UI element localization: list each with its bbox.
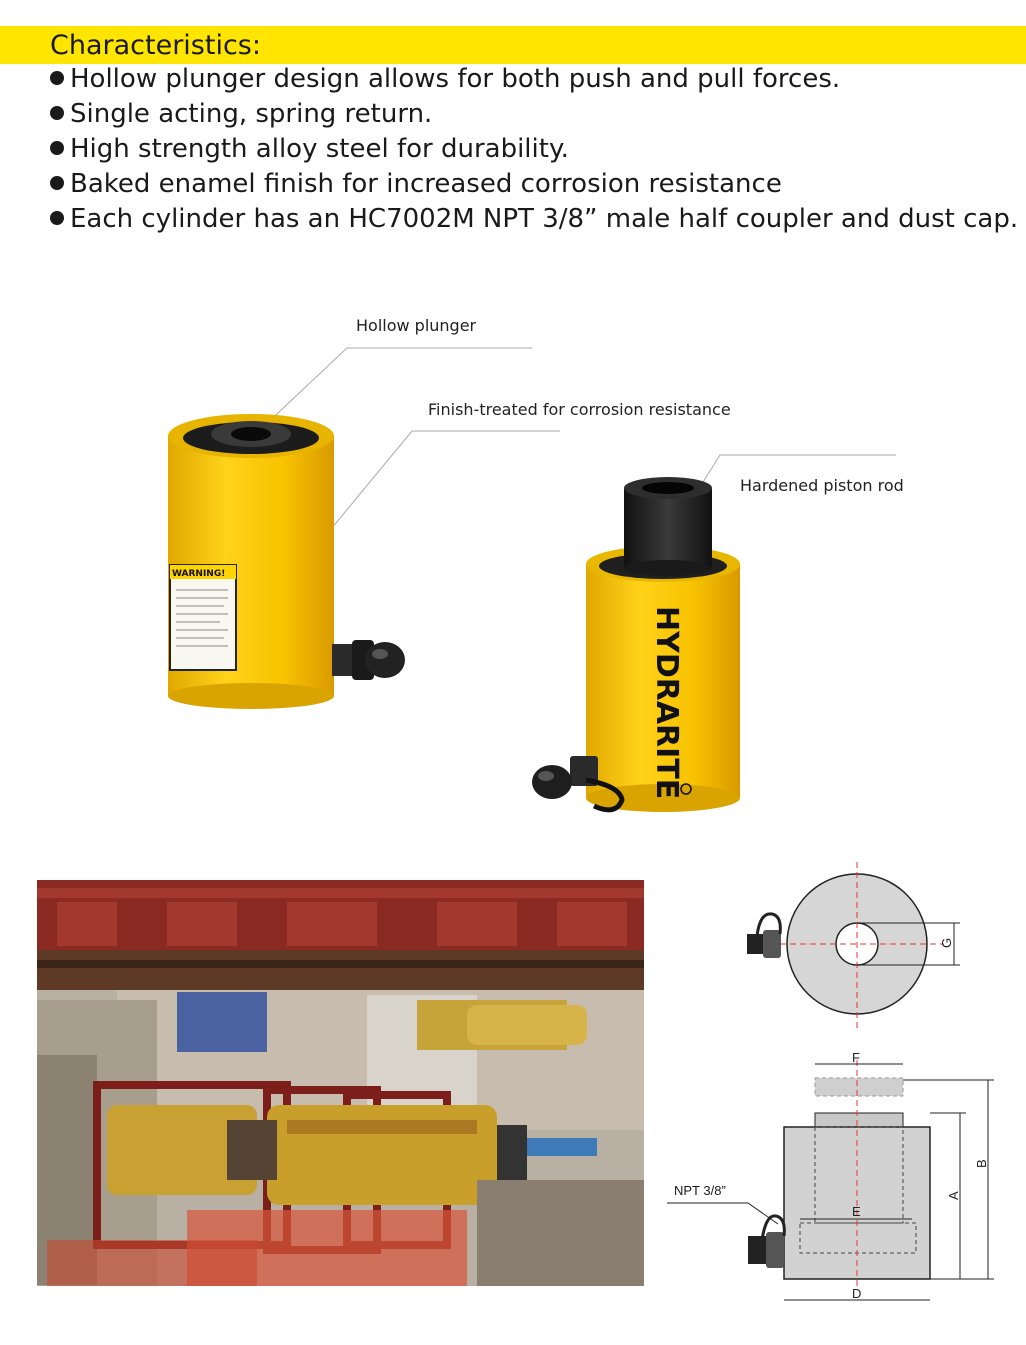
dim-a: A bbox=[946, 1191, 961, 1200]
callout-piston-rod: Hardened piston rod bbox=[740, 476, 904, 495]
header-banner bbox=[0, 26, 1026, 64]
callout-hollow-plunger: Hollow plunger bbox=[356, 316, 477, 335]
side-view bbox=[667, 1050, 994, 1301]
application-photo bbox=[37, 880, 644, 1286]
dim-g: G bbox=[939, 937, 954, 948]
dim-f: F bbox=[852, 1050, 860, 1065]
warning-label: WARNING! bbox=[172, 569, 226, 579]
bullet-icon bbox=[50, 211, 64, 225]
callout-leaders bbox=[262, 348, 896, 540]
top-view bbox=[747, 862, 960, 1030]
bullet-icon bbox=[50, 176, 64, 190]
product-image bbox=[0, 330, 1026, 830]
list-item: Each cylinder has an HC7002M NPT 3/8” male half coupler and dust cap. bbox=[50, 202, 1018, 237]
list-item: High strength alloy steel for durability. bbox=[50, 132, 1018, 167]
list-item: Single acting, spring return. bbox=[50, 97, 1018, 132]
brand-logo: HYDRARITE bbox=[649, 606, 684, 800]
bullet-icon bbox=[50, 71, 64, 85]
section-title: Characteristics: bbox=[50, 30, 261, 61]
dim-e: E bbox=[852, 1204, 861, 1219]
list-item: Baked enamel finish for increased corrosion resistance bbox=[50, 167, 1018, 202]
callout-finish: Finish-treated for corrosion resistance bbox=[428, 400, 731, 419]
bullet-icon bbox=[50, 141, 64, 155]
bullet-icon bbox=[50, 106, 64, 120]
port-label: NPT 3/8” bbox=[674, 1183, 726, 1198]
dim-b: B bbox=[974, 1159, 989, 1168]
technical-drawing bbox=[660, 850, 1026, 1310]
characteristics-list bbox=[50, 62, 1018, 237]
hollow-cylinder-left bbox=[168, 414, 405, 709]
hollow-cylinder-right bbox=[532, 477, 740, 812]
list-item: Hollow plunger design allows for both push and pull forces. bbox=[50, 62, 1018, 97]
dim-d: D bbox=[852, 1286, 862, 1301]
